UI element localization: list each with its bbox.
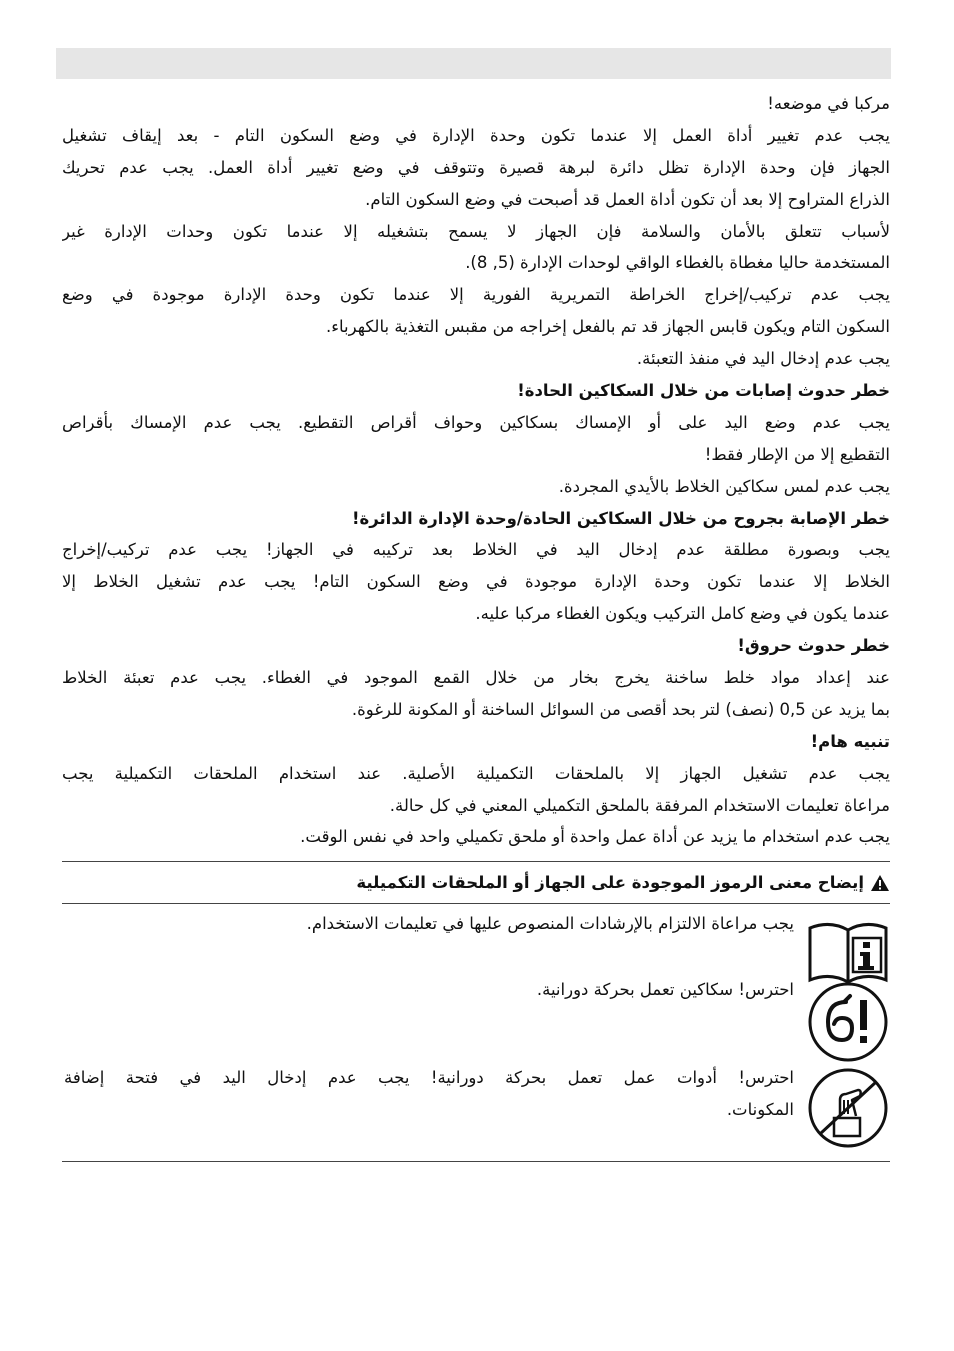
warning-heading: خطر حدوث حروق! [737,636,890,656]
symbols-heading [62,862,890,903]
body-line: التقطيع إلا من الإطار فقط! [704,444,890,464]
section-divider-bottom [62,1161,890,1162]
body-line: يجب عدم تغيير أداة العمل إلا عندما تكون وحدة الإدارة في وضع السكون التام - بعد إيقاف تشغيل [62,125,890,145]
safety-text [62,88,890,853]
body-line: يجب عدم وضع اليد على أو الإمساك بسكاكين وحواف أقراص التقطيع. يجب عدم الإمساك بأقراص [62,412,890,432]
body-line: السكون التام ويكون قابس الجهاز قد تم بالفعل إخراجه من مقبس التغذية بالكهرباء. [325,317,890,337]
body-line: الجهاز فإن وحدة الإدارة تظل دائرة لبرهة قصيرة وتتوقف في وضع تغيير أداة العمل. يجب عدم تحريك [62,157,890,177]
body-line: الخلاط إلا عندما تكون وحدة الإدارة موجودة في وضع السكون التام! يجب عدم تشغيل الخلاط إلا [62,572,890,592]
body-line: بما يزيد عن 0,5 (نصف) لتر بحد أقصى من السوائل الساخنة أو المكونة للرغوة. [351,699,890,719]
body-line: مركبا في موضعه! [767,94,890,113]
body-line: يجب عدم لمس سكاكين الخلاط بالأيدي المجردة. [558,476,890,496]
body-line: يجب وبصورة مطلقة عدم إدخال اليد في الخلاط بعد تركيبه في الجهاز! يجب عدم تركيب/إخراج [62,540,890,560]
symbol-text-line: احترس! أدوات عمل تعمل بحركة دورانية! يجب عدم إدخال اليد في فتحة إضافة [64,1068,794,1088]
body-line: عند إعداد مواد خلط ساخنة يخرج بخار من خلال القمع الموجود في الغطاء. يجب عدم تعبئة الخلاط [62,668,890,688]
body-line: عندما يكون في وضع كامل التركيب ويكون الغطاء مركبا عليه. [475,604,890,624]
symbol-text-manual [64,908,794,940]
symbol-text-line: احترس! سكاكين تعمل بحركة دورانية. [536,980,794,1000]
page-content [62,88,890,1162]
body-line: مراعاة تعليمات الاستخدام المرفقة بالملحق التكميلي المعني في كل حالة. [389,795,890,815]
body-line: لأسباب تتعلق بالأمان والسلامة فإن الجهاز لا يسمح بتشغيله إلا عندما تكون وحدات الإدارة غير [62,221,890,241]
symbols-table [62,904,890,1161]
symbols-heading-text: إيضاح معنى الرموز الموجودة على الجهاز أو الملحقات التكميلية [356,873,864,893]
warning-heading: تنبيه هام! [810,731,890,751]
rotating-knife-warning-icon [806,980,890,1064]
symbol-text-rotating-knives [64,974,794,1006]
body-line: يجب عدم استخدام ما يزيد عن أداة عمل واحدة أو ملحق تكميلي واحد في نفس الوقت. [300,827,890,847]
body-line: يجب عدم تشغيل الجهاز إلا بالملحقات التكميلية الأصلية. عند استخدام الملحقات التكميلية يجب [62,763,890,783]
warning-heading: خطر حدوث إصابات من خلال السكاكين الحادة! [517,381,890,401]
warning-triangle-icon [870,874,890,892]
no-hand-in-feed-icon [806,1066,890,1150]
body-line: يجب عدم تركيب/إخراج الخراطة التمريرية الفورية إلا عندما تكون وحدة الإدارة موجودة في وضع [62,285,890,305]
symbol-text-no-hand [64,1062,794,1126]
body-line: يجب عدم إدخال اليد في منفذ التعبئة. [636,349,890,369]
symbol-text-line: المكونات. [726,1100,794,1120]
symbol-text-line: يجب مراعاة الالتزام بالإرشادات المنصوص عليها في تعليمات الاستخدام. [306,914,794,934]
body-line: الذراع المتراوح إلا بعد أن تكون أداة العمل قد أصبحت في وضع السكون التام. [365,189,890,209]
body-line: المستخدمة حاليا مغطاة بالغطاء الواقي لوحدات الإدارة (5, 8). [465,253,890,273]
header-bar [56,48,891,79]
warning-heading: خطر الإصابة بجروح من خلال السكاكين الحادة/وحدة الإدارة الدائرة! [351,508,890,528]
